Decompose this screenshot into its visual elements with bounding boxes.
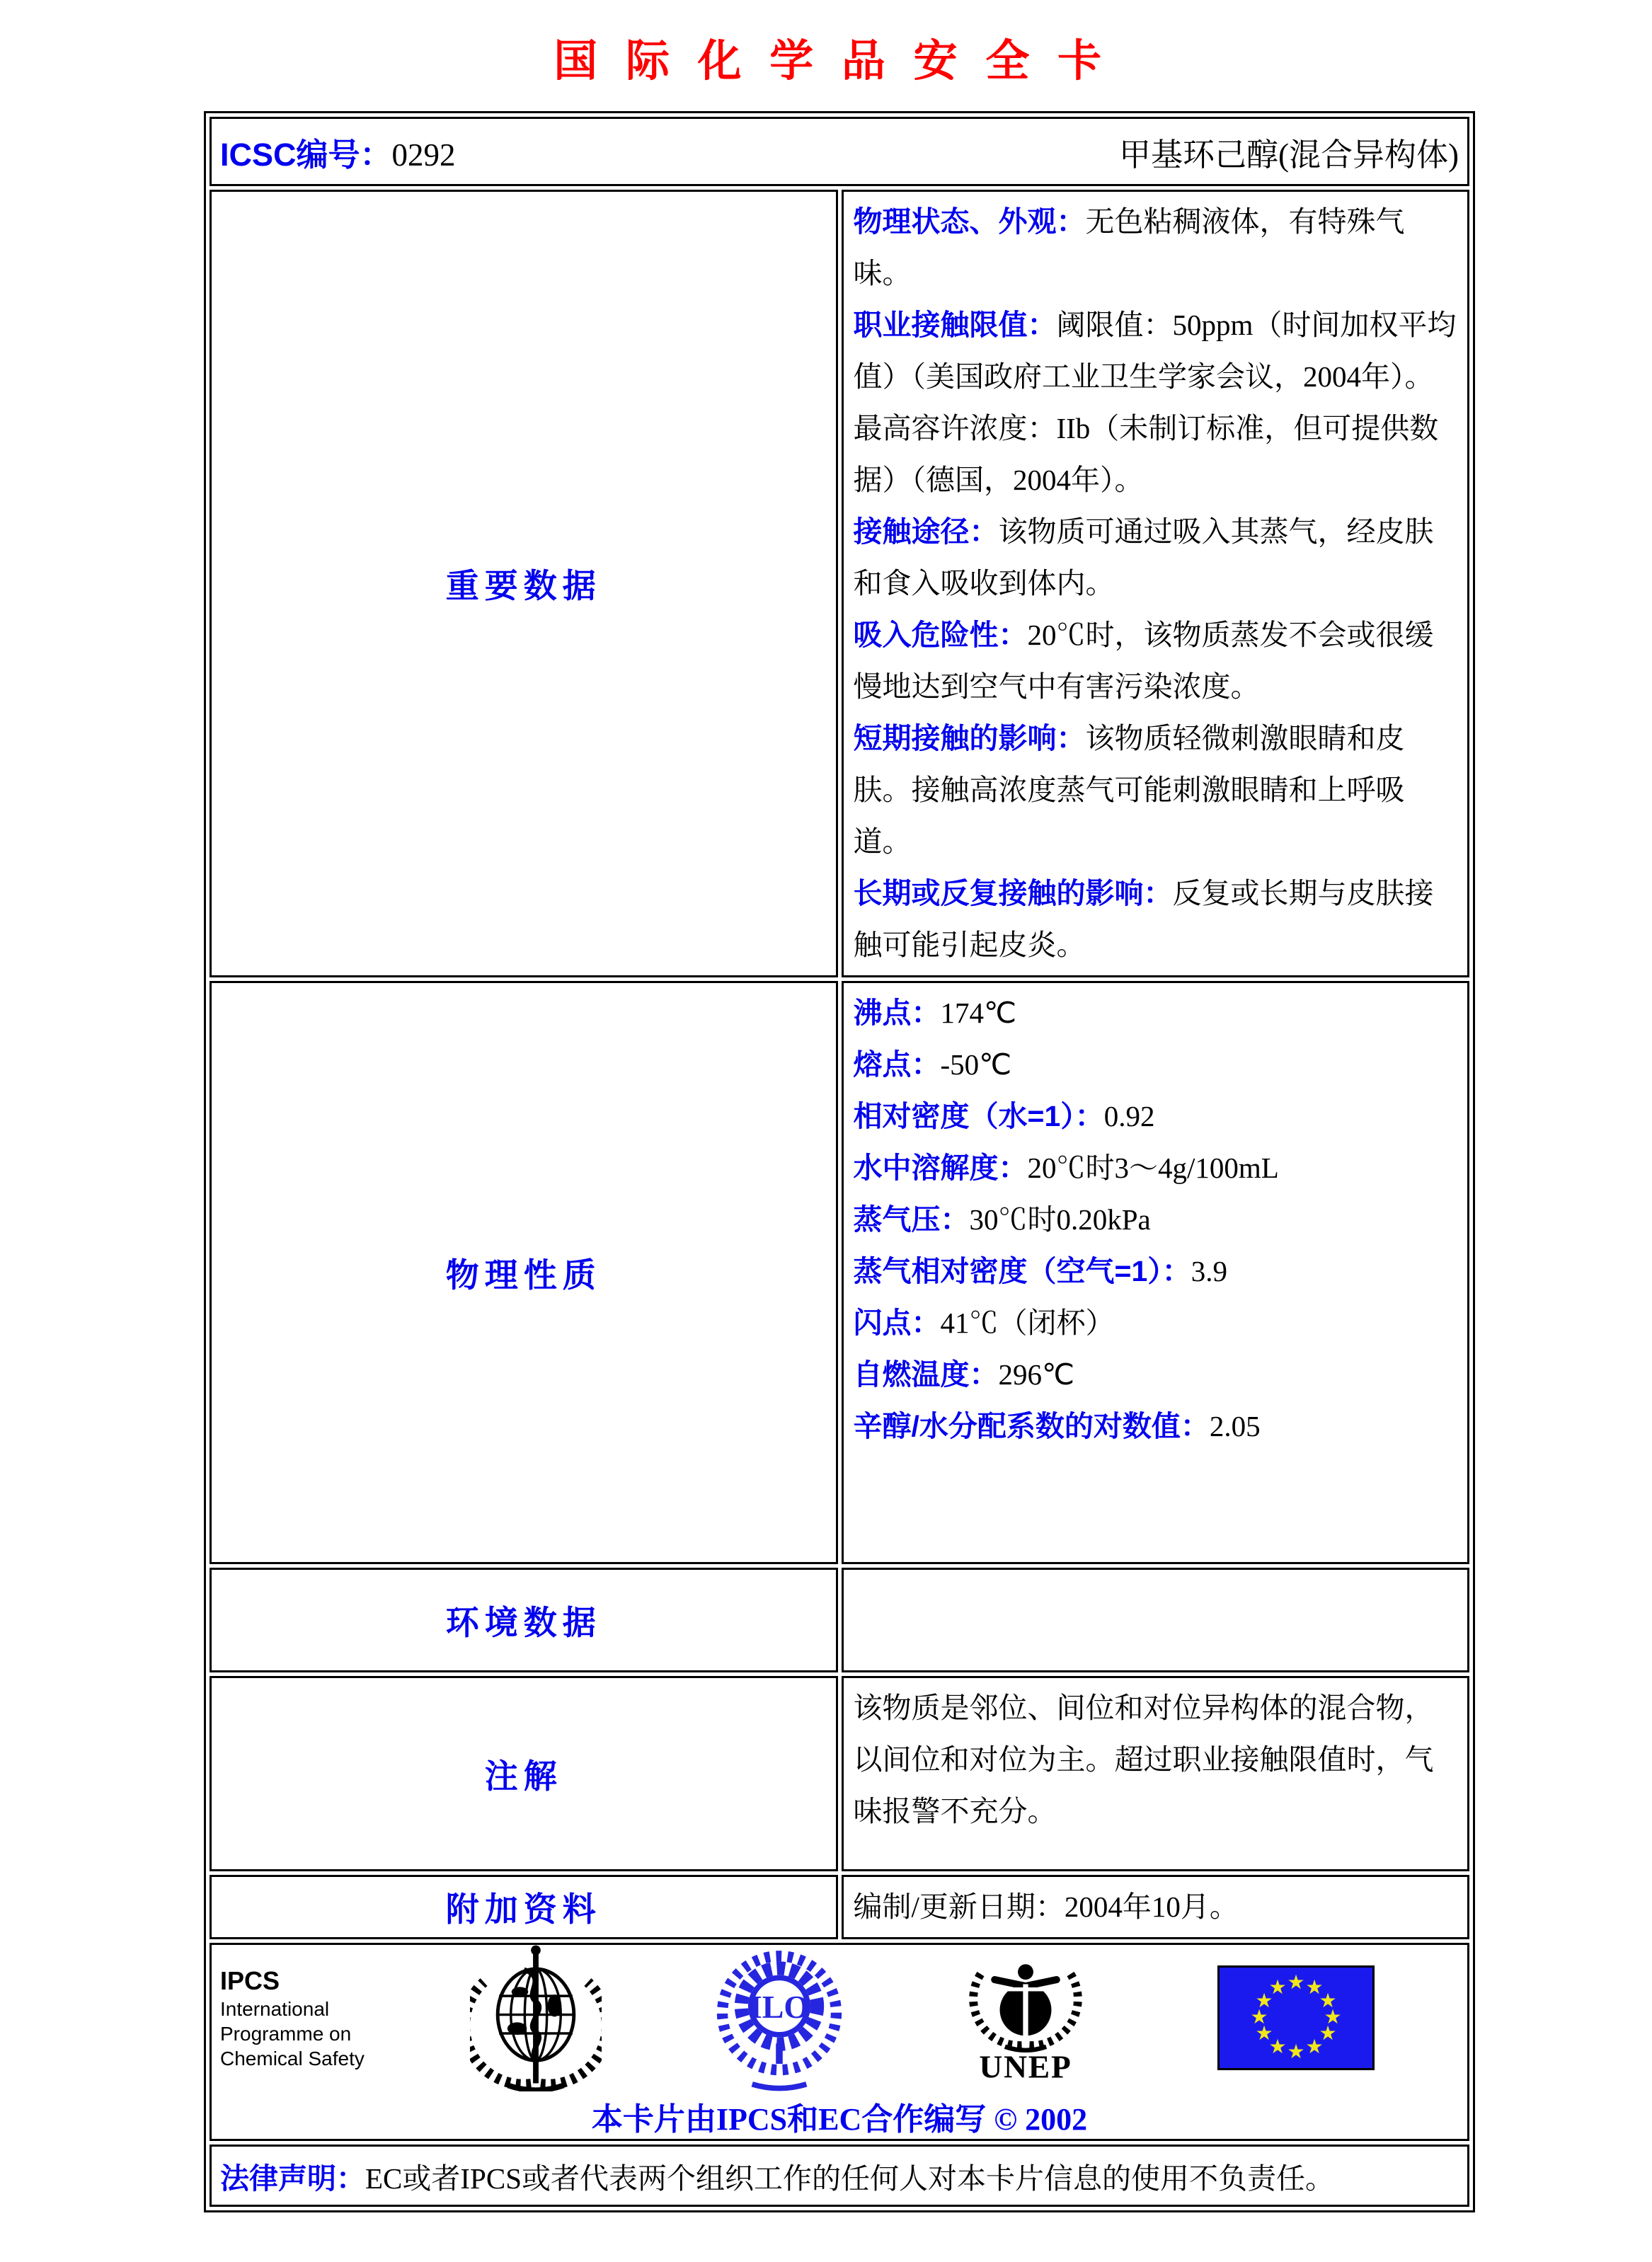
ilo-logo-icon [715, 1941, 844, 2095]
important-data-item: 吸入危险性：20℃时，该物质蒸发不会或很缓慢地达到空气中有害污染浓度。 [853, 619, 1434, 704]
eu-star-icon: ★ [1268, 1977, 1287, 1999]
organizations-banner [210, 1943, 1469, 2141]
eu-star-icon: ★ [1305, 2036, 1324, 2059]
row-label-text: 环境数据 [445, 1603, 602, 1641]
card-header-row [210, 117, 1469, 186]
eu-star-icon: ★ [1268, 2036, 1287, 2059]
property-line: 蒸气压：30℃时0.20kPa [853, 1203, 1151, 1236]
additional-info-content: 编制/更新日期：2004年10月。 [842, 1875, 1470, 1939]
who-logo-icon [470, 1941, 602, 2095]
eu-star-icon: ★ [1255, 2023, 1273, 2045]
important-data-item: 短期接触的影响：该物质轻微刺激眼睛和皮肤。接触高浓度蒸气可能刺激眼睛和上呼吸道。 [853, 722, 1405, 859]
notes-content: 该物质是邻位、间位和对位异构体的混合物，以间位和对位为主。超过职业接触限值时，气味报警不充分。 [842, 1676, 1470, 1871]
eu-star-icon: ★ [1305, 1977, 1324, 1999]
physical-properties-content [842, 981, 1470, 1564]
credit-line: 本卡片由IPCS和EC合作编写 © 2002 [591, 2102, 1088, 2137]
page-title: 国际化学品安全卡 [553, 35, 1130, 86]
substance-name: 甲基环己醇(混合异构体) [1119, 137, 1459, 173]
property-line: 蒸气相对密度（空气=1）：3.9 [853, 1255, 1227, 1288]
eu-star-icon: ★ [1287, 1972, 1305, 1994]
icsc-number-value: 0292 [391, 137, 456, 173]
unep-logo-text: UNEP [979, 2048, 1072, 2085]
icsc-number-label: ICSC编号： [220, 136, 392, 173]
row-label-physical-properties [210, 981, 838, 1564]
eu-star-icon: ★ [1255, 1990, 1273, 2013]
property-line: 熔点：-50℃ [853, 1048, 1012, 1081]
row-label-important-data [210, 190, 838, 977]
eu-star-icon: ★ [1287, 2041, 1305, 2064]
row-label-text: 附加资料 [445, 1890, 602, 1929]
ilo-logo-text: ILO [749, 1988, 810, 2025]
important-data-item: 物理状态、外观：无色粘稠液体，有特殊气味。 [853, 205, 1405, 290]
eu-star-icon: ★ [1324, 2006, 1342, 2029]
property-line: 相对密度（水=1）：0.92 [853, 1100, 1155, 1133]
legal-notice-label: 法律声明： [220, 2161, 365, 2195]
row-label-text: 注解 [484, 1757, 563, 1795]
eu-star-icon: ★ [1319, 2023, 1337, 2045]
important-data-item: 职业接触限值：阈限值：50ppm（时间加权平均值）（美国政府工业卫生学家会议，2004年）。最高容许浓度：IIb（未制订标准，但可提供数据）（德国，2004年）。 [853, 309, 1457, 497]
property-line: 辛醇/水分配系数的对数值：2.05 [853, 1410, 1261, 1443]
legal-notice [210, 2145, 1469, 2207]
row-label-text: 物理性质 [445, 1256, 602, 1294]
important-data-item: 接触途径：该物质可通过吸入其蒸气，经皮肤和食入吸收到体内。 [853, 515, 1434, 600]
icsc-card-table [204, 111, 1475, 2212]
logos-strip [212, 1945, 1467, 2091]
eu-star-icon: ★ [1319, 1990, 1337, 2013]
row-label-additional-info [210, 1875, 838, 1939]
row-label-text: 重要数据 [445, 567, 602, 605]
ipcs-text-block: IPCS International Programme on Chemical Safety [220, 1965, 397, 2071]
eu-star-icon: ★ [1250, 2006, 1268, 2029]
property-line: 闪点：41℃（闭杯） [853, 1307, 1115, 1340]
property-line: 沸点：174℃ [853, 997, 1017, 1030]
important-data-content [842, 190, 1470, 977]
eu-flag-icon [1217, 1965, 1375, 2070]
ipcs-acronym: IPCS [220, 1965, 280, 1995]
unep-logo-icon [968, 1944, 1084, 2093]
icsc-number [220, 129, 456, 175]
row-label-environmental-data [210, 1568, 838, 1672]
row-label-notes [210, 1676, 838, 1871]
environmental-data-content [842, 1568, 1470, 1672]
property-line: 水中溶解度：20℃时3～4g/100mL [853, 1152, 1279, 1185]
property-line: 自燃温度：296℃ [853, 1358, 1075, 1391]
important-data-item: 长期或反复接触的影响：反复或长期与皮肤接触可能引起皮炎。 [853, 877, 1434, 962]
legal-notice-text: EC或者IPCS或者代表两个组织工作的任何人对本卡片信息的使用不负责任。 [365, 2161, 1334, 2195]
